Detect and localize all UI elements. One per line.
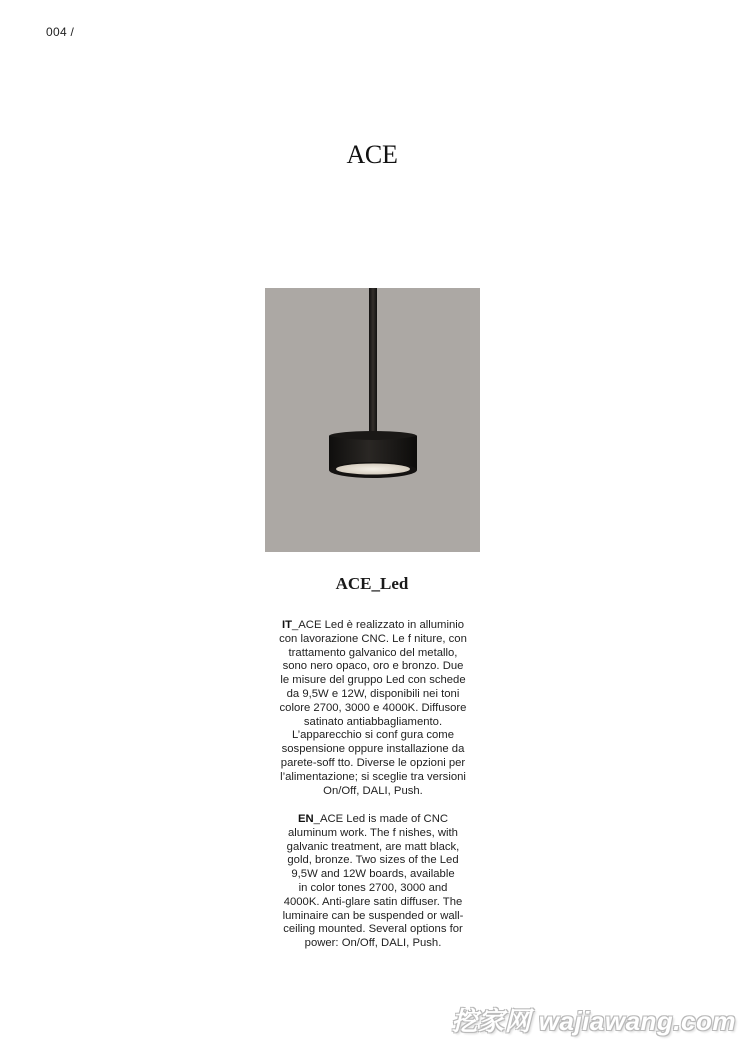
lamp-diffuser <box>336 464 410 475</box>
description-english <box>262 813 484 951</box>
description-italian <box>262 619 484 798</box>
desc-it-line: con lavorazione CNC. Le f niture, con <box>279 632 467 645</box>
desc-en-line: power: On/Off, DALI, Push. <box>304 937 442 950</box>
desc-it-line: satinato antiabbagliamento. <box>303 715 443 728</box>
desc-it-line: le misure del gruppo Led con schede <box>280 674 466 687</box>
desc-it-line: trattamento galvanico del metallo, <box>288 646 458 659</box>
lang-label-it: IT <box>281 619 292 631</box>
desc-it-line: L’apparecchio si conf gura come <box>291 729 455 742</box>
desc-it-line: sono nero opaco, oro e bronzo. Due <box>282 660 464 673</box>
lang-label-en: EN <box>297 813 314 825</box>
desc-it-line: da 9,5W e 12W, disponibili nei toni <box>286 687 460 700</box>
desc-en-line: EN_ACE Led is made of CNC <box>297 813 449 825</box>
desc-it-line: parete-soff tto. Diverse le opzioni per <box>280 756 466 769</box>
lamp-stem <box>369 288 377 436</box>
desc-en-line: ceiling mounted. Several options for <box>283 923 463 936</box>
desc-it-line: l’alimentazione; si sceglie tra versioni <box>280 770 466 783</box>
desc-it-line: IT_ACE Led è realizzato in alluminio <box>281 619 465 631</box>
desc-en-line: gold, bronze. Two sizes of the Led <box>287 854 459 867</box>
desc-en-line: 4000K. Anti-glare satin diffuser. The <box>283 895 463 908</box>
page-title: ACE <box>346 140 398 169</box>
desc-it-line: On/Off, DALI, Push. <box>323 784 423 797</box>
desc-en-line: aluminum work. The f nishes, with <box>288 826 458 839</box>
site-watermark: 挖家网 wajiawang.com <box>451 1006 736 1036</box>
product-name: ACE_Led <box>335 574 409 593</box>
desc-en-line: luminaire can be suspended or wall- <box>282 909 464 922</box>
product-photo <box>265 288 480 552</box>
desc-en-line: in color tones 2700, 3000 and <box>298 881 448 894</box>
pendant-lamp-illustration <box>265 288 480 552</box>
desc-it-line: sospensione oppure installazione da <box>281 743 465 756</box>
desc-it-line: colore 2700, 3000 e 4000K. Diffusore <box>279 701 467 714</box>
desc-en-line: 9,5W and 12W boards, available <box>291 868 455 881</box>
page-number: 004 / <box>46 25 75 39</box>
desc-en-line: galvanic treatment, are matt black, <box>286 840 460 853</box>
